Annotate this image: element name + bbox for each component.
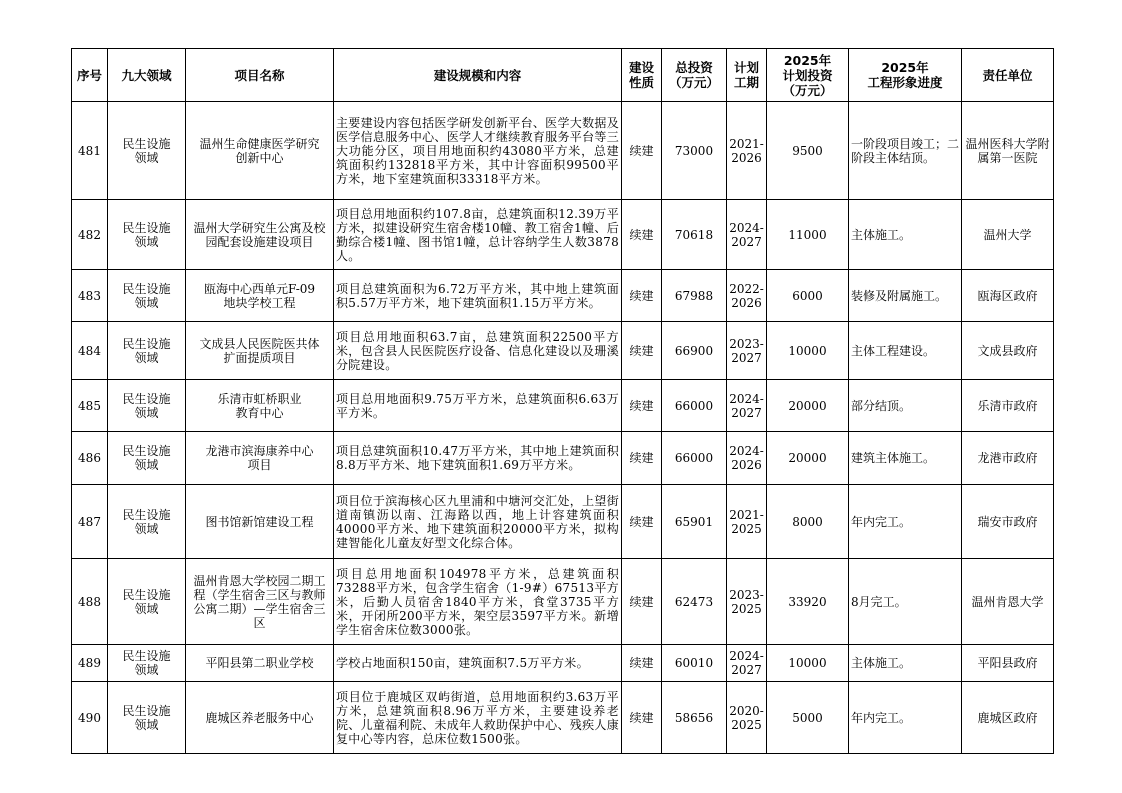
table-row [72,645,1054,682]
cell-seq: 482 [72,200,108,270]
cell-period: 2024- 2027 [727,645,767,682]
table-row [72,200,1054,270]
table-row [72,102,1054,200]
cell-seq: 490 [72,682,108,754]
table-row [72,559,1054,645]
cell-progress2025: 8月完工。 [849,559,962,645]
cell-nature: 续建 [622,432,662,485]
cell-period: 2023- 2025 [727,559,767,645]
cell-name: 平阳县第二职业学校 [186,645,334,682]
cell-field: 民生设施 领域 [108,322,186,380]
header-total: 总投资 （万元） [662,49,727,102]
cell-nature: 续建 [622,559,662,645]
cell-unit: 鹿城区政府 [962,682,1054,754]
table-row [72,270,1054,322]
cell-content: 项目总用地面积约107.8亩，总建筑面积12.39万平方米，拟建设研究生宿舍楼10幢、教工宿舍1幢、后勤综合楼1幢、图书馆1幢，总计容纳学生人数3878人。 [334,200,622,270]
cell-total: 66000 [662,380,727,432]
cell-plan2025: 11000 [767,200,849,270]
cell-period: 2023- 2027 [727,322,767,380]
cell-field: 民生设施 领域 [108,380,186,432]
cell-total: 67988 [662,270,727,322]
cell-period: 2021- 2025 [727,485,767,559]
cell-progress2025: 建筑主体施工。 [849,432,962,485]
cell-unit: 瓯海区政府 [962,270,1054,322]
cell-field: 民生设施 领域 [108,102,186,200]
cell-content: 项目总用地面积9.75万平方米，总建筑面积6.63万平方米。 [334,380,622,432]
cell-progress2025: 年内完工。 [849,485,962,559]
cell-progress2025: 装修及附属施工。 [849,270,962,322]
cell-seq: 487 [72,485,108,559]
cell-plan2025: 5000 [767,682,849,754]
cell-plan2025: 8000 [767,485,849,559]
cell-total: 62473 [662,559,727,645]
cell-period: 2022- 2026 [727,270,767,322]
cell-field: 民生设施 领域 [108,270,186,322]
cell-total: 73000 [662,102,727,200]
cell-field: 民生设施 领域 [108,559,186,645]
cell-progress2025: 主体施工。 [849,200,962,270]
header-name: 项目名称 [186,49,334,102]
cell-seq: 486 [72,432,108,485]
cell-name: 乐清市虹桥职业 教育中心 [186,380,334,432]
cell-unit: 乐清市政府 [962,380,1054,432]
cell-unit: 文成县政府 [962,322,1054,380]
header-unit: 责任单位 [962,49,1054,102]
header-progress2025: 2025年 工程形象进度 [849,49,962,102]
cell-plan2025: 10000 [767,322,849,380]
cell-nature: 续建 [622,380,662,432]
cell-progress2025: 一阶段项目竣工；二阶段主体结顶。 [849,102,962,200]
cell-nature: 续建 [622,200,662,270]
cell-period: 2024- 2026 [727,432,767,485]
header-plan2025: 2025年 计划投资 （万元） [767,49,849,102]
cell-seq: 481 [72,102,108,200]
cell-content: 项目总用地面积104978平方米，总建筑面积73288平方米，包含学生宿舍（1-9#）67513平方米，后勤人员宿舍1840平方米，食堂3735平方米，开闭所200平方米，架空层3597平方米。新增学生宿舍床位数3000张。 [334,559,622,645]
cell-name: 文成县人民医院医共体 扩面提质项目 [186,322,334,380]
table-body [72,102,1054,754]
cell-seq: 485 [72,380,108,432]
cell-content: 项目总建筑面积为6.72万平方米，其中地上建筑面积5.57万平方米，地下建筑面积1.15万平方米。 [334,270,622,322]
cell-name: 瓯海中心西单元F-09 地块学校工程 [186,270,334,322]
table-row [72,322,1054,380]
cell-seq: 488 [72,559,108,645]
cell-total: 60010 [662,645,727,682]
cell-nature: 续建 [622,645,662,682]
header-seq: 序号 [72,49,108,102]
cell-period: 2024- 2027 [727,380,767,432]
cell-nature: 续建 [622,485,662,559]
cell-progress2025: 年内完工。 [849,682,962,754]
cell-nature: 续建 [622,102,662,200]
cell-unit: 瑞安市政府 [962,485,1054,559]
cell-period: 2020- 2025 [727,682,767,754]
cell-field: 民生设施 领域 [108,432,186,485]
header-field: 九大领域 [108,49,186,102]
cell-name: 龙港市滨海康养中心 项目 [186,432,334,485]
cell-field: 民生设施 领域 [108,200,186,270]
cell-period: 2024- 2027 [727,200,767,270]
cell-total: 66000 [662,432,727,485]
cell-content: 主要建设内容包括医学研发创新平台、医学大数据及医学信息服务中心、医学人才继续教育服务平台等三大功能分区，项目用地面积约43080平方米，总建筑面积约132818平方米，其中计容面积99500平方米，地下室建筑面积33318平方米。 [334,102,622,200]
cell-name: 温州大学研究生公寓及校园配套设施建设项目 [186,200,334,270]
cell-plan2025: 10000 [767,645,849,682]
cell-seq: 483 [72,270,108,322]
project-table [71,48,1054,754]
table-row [72,682,1054,754]
table-row [72,380,1054,432]
cell-progress2025: 部分结顶。 [849,380,962,432]
cell-content: 项目总建筑面积10.47万平方米，其中地上建筑面积8.8万平方米、地下建筑面积1.69万平方米。 [334,432,622,485]
cell-unit: 温州肯恩大学 [962,559,1054,645]
table-row [72,485,1054,559]
cell-seq: 484 [72,322,108,380]
header-row [72,49,1054,102]
cell-nature: 续建 [622,322,662,380]
cell-content: 项目总用地面积63.7亩，总建筑面积22500平方米，包含县人民医院医疗设备、信息化建设以及珊溪分院建设。 [334,322,622,380]
cell-total: 58656 [662,682,727,754]
cell-plan2025: 20000 [767,432,849,485]
cell-progress2025: 主体工程建设。 [849,322,962,380]
header-nature: 建设 性质 [622,49,662,102]
cell-name: 温州生命健康医学研究 创新中心 [186,102,334,200]
cell-seq: 489 [72,645,108,682]
cell-field: 民生设施 领域 [108,645,186,682]
cell-unit: 龙港市政府 [962,432,1054,485]
cell-plan2025: 33920 [767,559,849,645]
cell-plan2025: 20000 [767,380,849,432]
table-row [72,432,1054,485]
cell-content: 项目位于鹿城区双屿街道，总用地面积约3.63万平方米，总建筑面积8.96万平方米，主要建设养老院、儿童福利院、未成年人救助保护中心、残疾人康复中心等内容，总床位数1500张。 [334,682,622,754]
header-period: 计划 工期 [727,49,767,102]
cell-progress2025: 主体施工。 [849,645,962,682]
cell-field: 民生设施 领域 [108,485,186,559]
cell-nature: 续建 [622,270,662,322]
cell-name: 鹿城区养老服务中心 [186,682,334,754]
cell-nature: 续建 [622,682,662,754]
cell-total: 65901 [662,485,727,559]
cell-period: 2021- 2026 [727,102,767,200]
cell-unit: 温州医科大学附属第一医院 [962,102,1054,200]
cell-name: 温州肯恩大学校园二期工程（学生宿舍三区与教师公寓二期）—学生宿舍三区 [186,559,334,645]
cell-name: 图书馆新馆建设工程 [186,485,334,559]
cell-total: 70618 [662,200,727,270]
cell-total: 66900 [662,322,727,380]
cell-unit: 平阳县政府 [962,645,1054,682]
cell-unit: 温州大学 [962,200,1054,270]
cell-content: 项目位于滨海核心区九里浦和中塘河交汇处，上望街道南镇沥以南、江海路以西，地上计容建筑面积40000平方米、地下建筑面积20000平方米，拟构建智能化儿童友好型文化综合体。 [334,485,622,559]
cell-field: 民生设施 领域 [108,682,186,754]
cell-plan2025: 6000 [767,270,849,322]
cell-plan2025: 9500 [767,102,849,200]
cell-content: 学校占地面积150亩，建筑面积7.5万平方米。 [334,645,622,682]
header-content: 建设规模和内容 [334,49,622,102]
